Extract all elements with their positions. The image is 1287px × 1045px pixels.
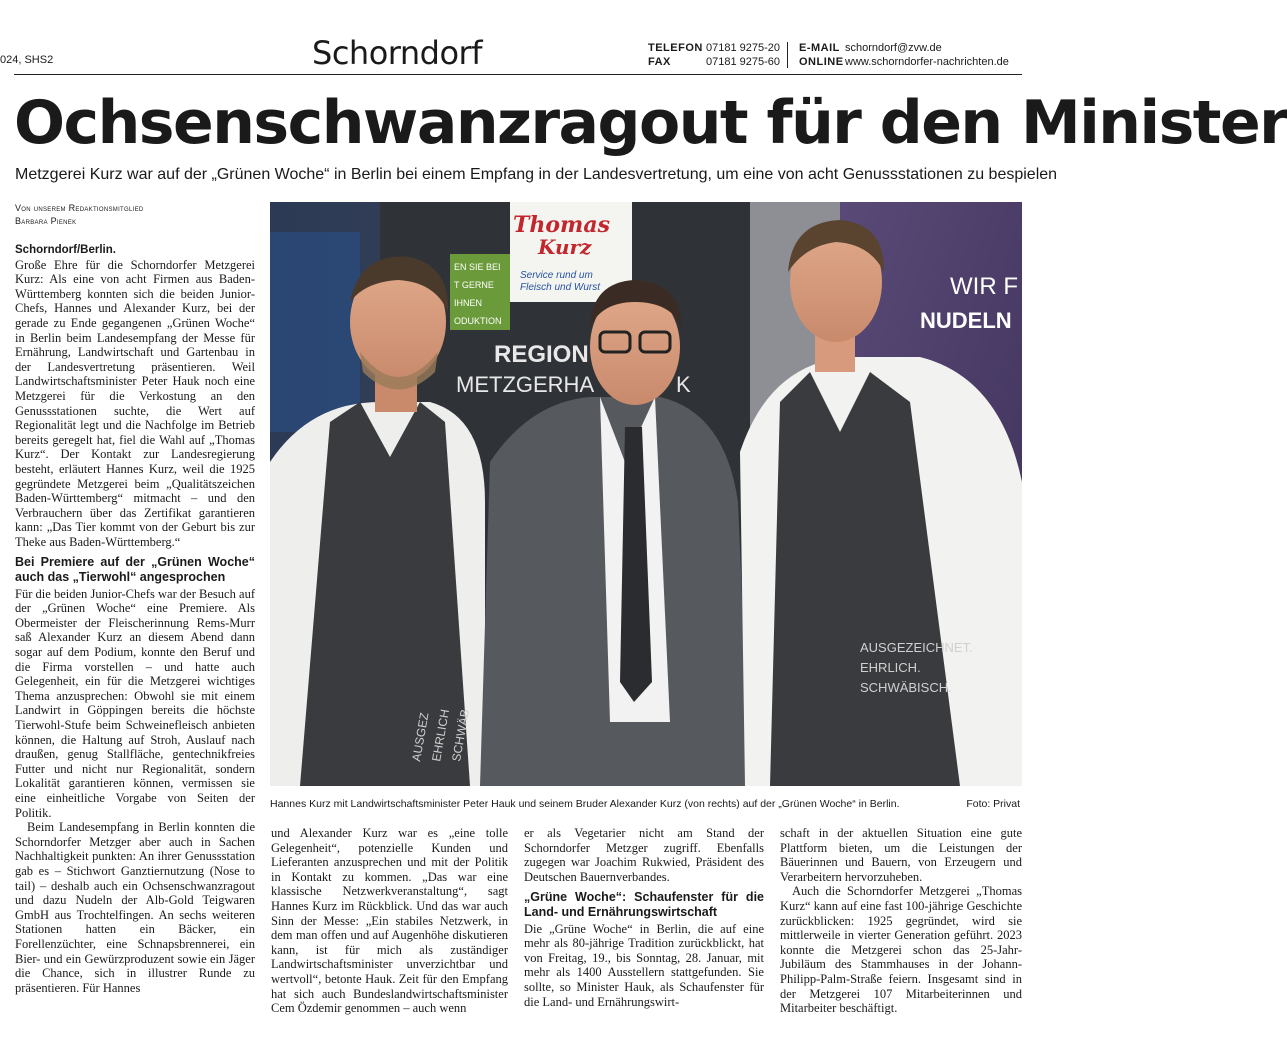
article-column-4: [780, 826, 1022, 1016]
backdrop-text: K: [676, 372, 691, 397]
backdrop-text: METZGERHA: [456, 372, 595, 397]
banner-text: IHNEN: [454, 298, 483, 308]
backdrop-text: REGION: [494, 341, 589, 368]
issue-label: 024, SHS2: [0, 54, 54, 66]
article-column-2: [271, 826, 508, 1016]
article-column-3: [524, 826, 764, 1009]
dateline: Schorndorf/Berlin.: [15, 244, 116, 256]
photo-illustration: [270, 202, 1022, 786]
contact-website: www.schorndorfer-nachrichten.de: [845, 56, 1009, 68]
paragraph: schaft in der aktuellen Situation eine gute Plattform bieten, um die Leistungen der Bäuerinnen und Bauern, von Erzeugern und Verarbeitern hervorzuheben.: [780, 826, 1022, 884]
banner-text: EN SIE BEI: [454, 262, 501, 272]
contact-phone-fax: [648, 41, 780, 69]
byline-role: Von unserem Redaktionsmitglied: [15, 203, 144, 213]
contact-value: 07181 9275-60: [706, 56, 781, 68]
article-headline: Ochsenschwanzragout für den Minister: [14, 88, 1287, 158]
contact-label: E-MAIL: [799, 42, 840, 54]
subheading: Bei Premiere auf der „Grünen Woche“ auch das „Tierwohl“ angesprochen: [15, 555, 255, 585]
photo-credit: Foto: Privat: [966, 798, 1020, 810]
contact-label: TELEFON: [648, 42, 703, 54]
caption-text: Hannes Kurz mit Landwirtschaftsminister Peter Hauk und seinem Bruder Alexander Kurz (von rechts) auf der „Grünen Woche“ in Berlin.: [270, 798, 900, 810]
contact-label: FAX: [648, 56, 671, 68]
paragraph: Für die beiden Junior-Chefs war der Besuch auf der „Grünen Woche“ eine Premiere. Als Obermeister der Fleischerinnung Rems-Murr saß Alexander Kurz an diesem Abend dann sogar auf dem Podium, konnte den Beruf und die Firma vorstellen – und hatte auch Gelegenheit, ein für die Metzgerei wichtiges Thema anzusprechen: Obwohl sie mit einem Landwirt in Göppingen bereits die höchste Tierwohl-Stufe beim Schweinefleisch anbieten können, die Haltung auf Stroh, Auslauf nach draußen, genug Stallfläche, gentechnikfreies Futter und nicht nur Regionalität, sondern Lokalität garantieren können, vermissen sie eine einheitliche Vorgabe von Seiten der Politik.: [15, 586, 255, 820]
paragraph: er als Vegetarier nicht am Stand der Schorndorfer Metzger zugriff. Ebenfalls zugegen war Joachim Rukwied, Präsident des Deutschen Bauernverbandes.: [524, 826, 764, 884]
contact-email: schorndorf@zvw.de: [845, 42, 942, 54]
contact-value: 07181 9275-20: [706, 42, 781, 54]
logo-text: Kurz: [538, 235, 592, 259]
apron-text: EHRLICH.: [860, 660, 921, 675]
contact-divider: [787, 42, 788, 68]
contact-label: ONLINE: [799, 56, 844, 68]
apron-text: AUSGEZ: [409, 711, 432, 763]
contact-email-online: [799, 41, 1009, 69]
apron-text: SCHWÄBISCH.: [860, 680, 952, 695]
paragraph: Auch die Schorndorfer Metzgerei „Thomas Kurz“ kann auf eine fast 100-jährige Geschichte zurückblicken: 1925 gegründet, wird sie mittlerweile in vierter Generation geführt. 2023 konnte die Metzgerei schon das 25-Jahr-Jubiläum des Stammhauses in der Johann-Philipp-Palm-Straße feiern. Insgesamt sind in der Metzgerei 107 Mitarbeiterinnen und Mitarbeiter beschäftigt.: [780, 884, 1022, 1016]
apron-text: AUSGEZEICHNET.: [860, 640, 973, 655]
paragraph: [15, 242, 255, 549]
paragraph-text: Große Ehre für die Schorndorfer Metzgerei Kurz: Als eine von acht Firmen aus Baden-Württemberg konnten sich die beiden Junior-Chefs, Hannes und Alexander Kurz, bei der gerade zu Ende gegangenen „Grünen Woche“ in Berlin beim Landesempfang der Messe für Ernährung, Landwirtschaft und Gartenbau in der Landesvertretung präsentieren. Weil Landwirtschaftsminister Peter Hauk noch eine Metzgerei für die Verkostung an den Genussstationen suchte, die Wert auf Regionalität legt und die Nachfolge im Betrieb bereits geregelt hat, fiel die Wahl auf „Thomas Kurz“. Der Kontakt zur Landesregierung besteht, erläutert Hannes Kurz, weil die 1925 gegründete Metzgerei beim „Qualitätszeichen Baden-Württemberg“ mitmacht – und den Verbrauchern über das Zertifikat garantieren kann: „Das Tier kommt von der Geburt bis zur Theke aus Baden-Württemberg.“: [15, 257, 255, 549]
section-title: Schorndorf: [312, 34, 482, 72]
apron-text: EHRLICH: [429, 708, 453, 763]
photo-caption: [270, 798, 1022, 810]
paragraph: und Alexander Kurz war es „eine tolle Gelegenheit“, potenzielle Kunden und Lieferanten anzusprechen und mit der Politik in Kontakt zu kommen. „Das war eine klassische Netzwerkveranstaltung“, sagt Hannes Kurz im Rückblick. Und das war auch Sinn der Messe: „Ein stabiles Netzwerk, in dem man offen und auf Augenhöhe diskutieren kann, ist für mich als zuständiger Landwirtschaftsminister unverzichtbar und wertvoll“, betonte Hauk. Zeit für den Empfang hat sich auch Bundeslandwirtschaftsminister Cem Özdemir genommen – auch wenn: [271, 826, 508, 1016]
logo-tagline: Service rund um: [520, 270, 593, 281]
backdrop-text: NUDELN: [920, 308, 1012, 333]
masthead-rule: [14, 74, 1022, 75]
byline-author: Barbara Pienek: [15, 216, 77, 226]
banner-text: T GERNE: [454, 280, 494, 290]
subheading: „Grüne Woche“: Schaufenster für die Land- und Ernährungswirtschaft: [524, 890, 764, 919]
logo-text: Thomas: [513, 212, 610, 238]
paragraph: Die „Grüne Woche“ in Berlin, die auf eine mehr als 80-jährige Tradition zurückblickt, hat von Freitag, 19., bis Sonntag, 28. Januar, mit mehr als 1400 Ausstellern stattgefunden. Sie sollte, so Minister Hauk, als Schaufenster für die Land- und Ernährungswirt-: [524, 921, 764, 1009]
apron-text: SCHWÄB: [449, 708, 473, 763]
byline: [15, 202, 144, 228]
article-column-1: [15, 242, 255, 995]
paragraph: Beim Landesempfang in Berlin konnten die Schorndorfer Metzger aber auch in Sachen Nachhaltigkeit punkten: An ihrer Genussstation gab es – Stichwort Ganztiernutzung (Nose to tail) – deshalb auch ein Ochsenschwanzragout und dazu Nudeln der Alb-Gold Teigwaren GmbH aus Trochtelfingen. An sechs weiteren Stationen hatten ein Bäcker, ein Forellenzüchter, eine Schnapsbrennerei, ein Bier- und ein Gewürzproduzent sowie ein Jäger die Chance, sich in illustrer Runde zu präsentieren. Für Hannes: [15, 820, 255, 995]
backdrop-text: WIR F: [950, 273, 1018, 300]
article-photo: [270, 202, 1022, 786]
banner-text: ODUKTION: [454, 316, 502, 326]
logo-tagline: Fleisch und Wurst: [520, 282, 601, 293]
article-subhead: Metzgerei Kurz war auf der „Grünen Woche“ in Berlin bei einem Empfang in der Landesvertretung, um eine von acht Genussstationen zu bespielen: [15, 166, 1058, 183]
